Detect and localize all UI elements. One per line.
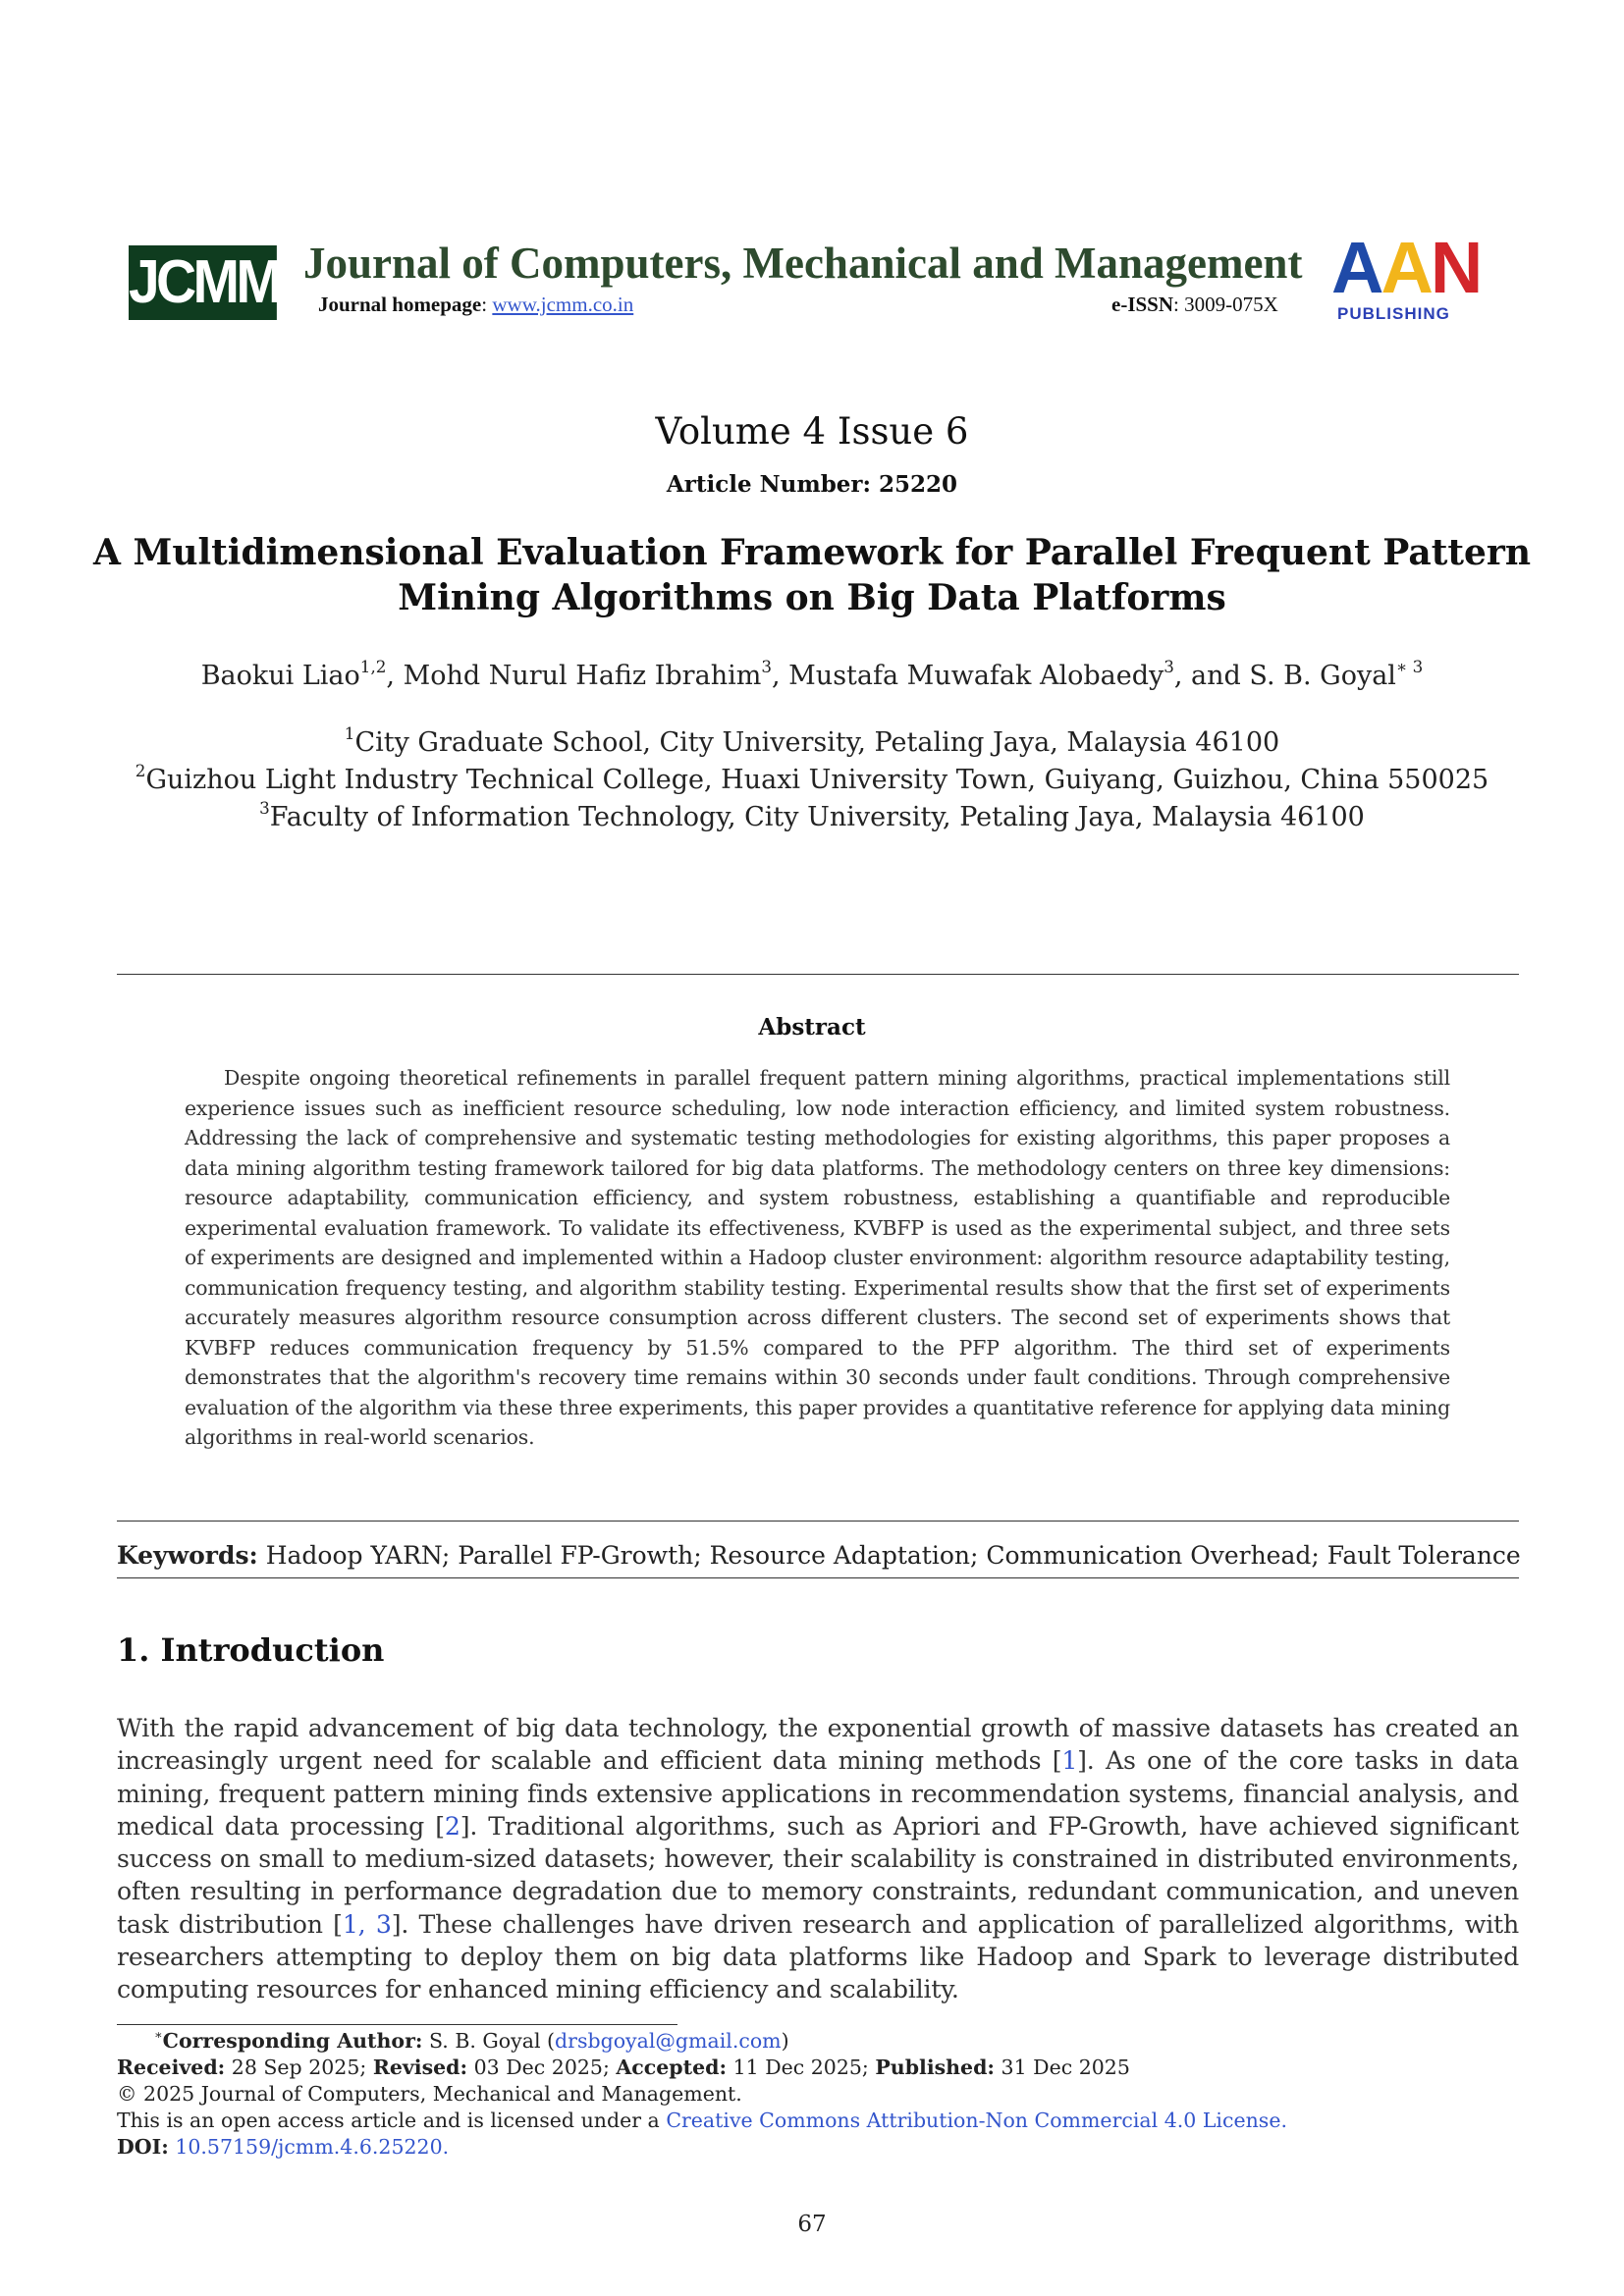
corresponding-author: ∗Corresponding Author: S. B. Goyal (drsbgoyal@gmail.com): [154, 2026, 789, 2053]
publisher-logo-letters: AAN: [1331, 227, 1481, 308]
citation-link[interactable]: 1: [1061, 1746, 1078, 1776]
doi-line: DOI: 10.57159/jcmm.4.6.25220.: [117, 2135, 450, 2159]
abstract-heading: Abstract: [758, 1014, 866, 1041]
citation-link[interactable]: 1, 3: [342, 1909, 392, 1939]
eissn-value: 3009-075X: [1184, 293, 1278, 316]
article-number: Article Number: 25220: [666, 471, 958, 498]
paper-title: [0, 530, 1624, 620]
author-name: S. B. Goyal: [1249, 661, 1396, 691]
section-heading: 1. Introduction: [117, 1631, 385, 1669]
author-name: Baokui Liao: [200, 661, 360, 691]
doi-link[interactable]: 10.57159/jcmm.4.6.25220.: [175, 2135, 450, 2159]
author-name: Mustafa Muwafak Alobaedy: [788, 661, 1164, 691]
footnotes: [117, 2028, 1521, 2161]
eissn-label: e-ISSN: [1111, 293, 1174, 316]
affiliation: $^2$Guizhou Light Industry Technical College, Huaxi University Town, Guiyang, Guizhou, China 550025: [135, 761, 1489, 795]
publisher-logo-word: PUBLISHING: [1337, 304, 1450, 323]
keywords-label: Keywords:: [117, 1541, 258, 1570]
homepage-label: Journal homepage: [318, 293, 482, 316]
email-link[interactable]: drsbgoyal@gmail.com: [555, 2029, 782, 2053]
journal-masthead: [129, 227, 1503, 332]
copyright-line: © 2025 Journal of Computers, Mechanical and Management.: [117, 2082, 742, 2106]
paper-title-line: Mining Algorithms on Big Data Platforms: [398, 577, 1226, 618]
license-line: This is an open access article and is licensed under a Creative Commons Attribution-Non Commercial 4.0 License.: [117, 2109, 1287, 2132]
license-link[interactable]: Creative Commons Attribution-Non Commercial 4.0 License.: [666, 2109, 1287, 2132]
keywords-text: Hadoop YARN; Parallel FP-Growth; Resource Adaptation; Communication Overhead; Fault Tolerance: [265, 1541, 1521, 1570]
keywords: [117, 1541, 1521, 1570]
affiliation: $^3$Faculty of Information Technology, City University, Petaling Jaya, Malaysia 46100: [259, 798, 1365, 832]
paper-title-line: A Multidimensional Evaluation Framework for Parallel Frequent Pattern: [93, 532, 1531, 573]
journal-logo: JCMM: [129, 245, 277, 320]
abstract-text: Despite ongoing theoretical refinements in parallel frequent pattern mining algorithms, practical implementations still experience issues such as inefficient resource scheduling, low node interaction efficiency, and limited system robustness. Addressing the lack of comprehensive and systematic testing methodologies for existing algorithms, this paper proposes a data mining algorithm testing framework tailored for big data platforms. The methodology centers on three key dimensions: resource adaptability, communication efficiency, and system robustness, establishing a quantifiable and reproducible experimental evaluation framework. To validate its effectiveness, KVBFP is used as the experimental subject, and three sets of experiments are designed and implemented within a Hadoop cluster environment: algorithm resource adaptability testing, communication frequency testing, and algorithm stability testing. Experimental results show that the first set of experiments accurately measures algorithm resource consumption across different clusters. The second set of experiments shows that KVBFP reduces communication frequency by 51.5% compared to the PFP algorithm. The third set of experiments demonstrates that the algorithm's recovery time remains within 30 seconds under fault conditions. Through comprehensive evaluation of the algorithm via these three experiments, this paper provides a quantitative reference for applying data mining algorithms in real-world scenarios.: [185, 1066, 1450, 1449]
eissn: e-ISSN: 3009-075X: [1111, 293, 1278, 316]
copyright-icon: ©: [117, 2082, 137, 2106]
affiliation: $^1$City Graduate School, City University, Petaling Jaya, Malaysia 46100: [344, 723, 1280, 758]
journal-homepage: Journal homepage: www.jcmm.co.in: [318, 293, 634, 316]
article-dates: Received: 28 Sep 2025; Revised: 03 Dec 2025; Accepted: 11 Dec 2025; Published: 31 Dec 2025: [117, 2056, 1130, 2079]
author-name: Mohd Nurul Hafiz Ibrahim: [403, 661, 762, 691]
divider: [117, 1577, 1519, 1578]
citation-link[interactable]: 2: [444, 1811, 460, 1841]
divider: [117, 1521, 1519, 1522]
publisher-logo: [1331, 227, 1508, 326]
introduction-paragraph: With the rapid advancement of big data technology, the exponential growth of massive datasets has created an increasingly urgent need for scalable and efficient data mining methods [1]. As one of the core tasks in data mining, frequent pattern mining finds extensive applications in recommendation systems, financial analysis, and medical data processing [2]. Traditional algorithms, such as Apriori and FP-Growth, have achieved significant success on small to medium-sized datasets; however, their scalability is constrained in distributed environments, often resulting in performance degradation due to memory constraints, redundant communication, and uneven task distribution [1, 3]. These challenges have driven research and application of parallelized algorithms, with researchers attempting to deploy them on big data platforms like Hadoop and Spark to leverage distributed computing resources for enhanced mining efficiency and scalability.: [117, 1714, 1519, 2004]
divider: [117, 974, 1519, 975]
page-number: 67: [797, 2212, 827, 2237]
author-list: Baokui Liao$^{1,2}$, Mohd Nurul Hafiz Ibrahim$^3$, Mustafa Muwafak Alobaedy$^3$, and S. B. Goyal$^{∗ 3}$: [200, 657, 1424, 691]
homepage-link[interactable]: www.jcmm.co.in: [492, 293, 634, 316]
footnote-divider: [117, 2024, 677, 2025]
journal-title: Journal of Computers, Mechanical and Management: [303, 239, 1303, 288]
volume-issue: Volume 4 Issue 6: [655, 410, 969, 453]
